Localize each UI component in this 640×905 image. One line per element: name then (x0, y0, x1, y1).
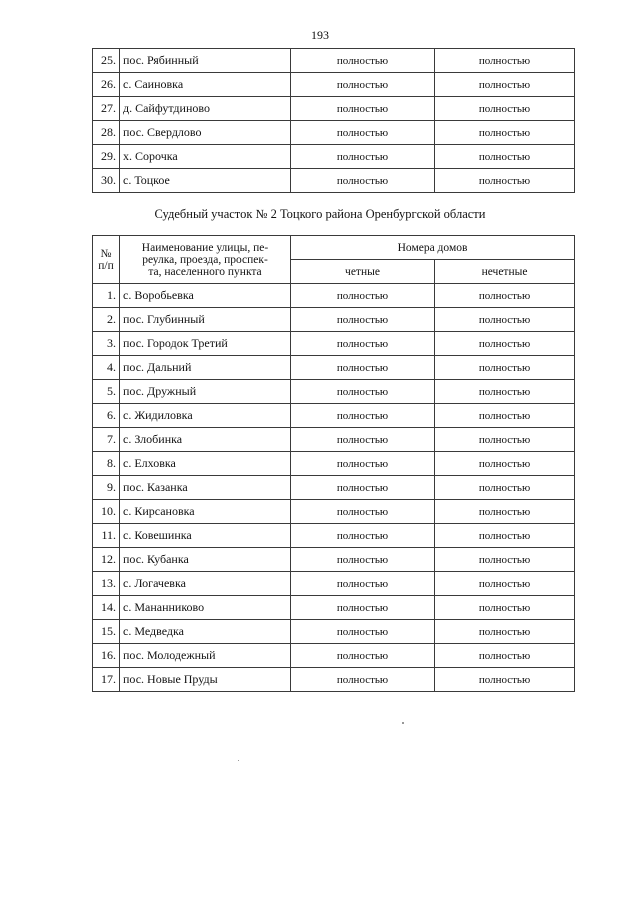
settlement-name-cell: пос. Молодежный (120, 644, 291, 668)
even-numbers-cell: полностью (291, 169, 435, 193)
settlement-name-cell: с. Логачевка (120, 572, 291, 596)
row-number-cell: 9. (93, 476, 120, 500)
settlement-name-cell: пос. Кубанка (120, 548, 291, 572)
odd-numbers-cell: полностью (435, 524, 575, 548)
table-row (93, 668, 575, 692)
settlement-name-cell: пос. Новые Пруды (120, 668, 291, 692)
table-row (93, 476, 575, 500)
odd-numbers-cell: полностью (435, 332, 575, 356)
odd-numbers-cell: полностью (435, 452, 575, 476)
table-row (93, 524, 575, 548)
table-row (93, 97, 575, 121)
even-numbers-cell: полностью (291, 404, 435, 428)
settlement-name-cell: х. Сорочка (120, 145, 291, 169)
table-row (93, 380, 575, 404)
table-row (93, 548, 575, 572)
odd-numbers-cell: полностью (435, 548, 575, 572)
settlement-name-cell: пос. Глубинный (120, 308, 291, 332)
settlement-name-cell: с. Жидиловка (120, 404, 291, 428)
header-name (120, 236, 291, 284)
even-numbers-cell: полностью (291, 668, 435, 692)
even-numbers-cell: полностью (291, 500, 435, 524)
odd-numbers-cell: полностью (435, 145, 575, 169)
settlement-name-cell: с. Воробьевка (120, 284, 291, 308)
row-number-cell: 29. (93, 145, 120, 169)
settlement-name-cell: пос. Дальний (120, 356, 291, 380)
odd-numbers-cell: полностью (435, 596, 575, 620)
settlement-name-cell: пос. Казанка (120, 476, 291, 500)
row-number-cell: 1. (93, 284, 120, 308)
odd-numbers-cell: полностью (435, 308, 575, 332)
even-numbers-cell: полностью (291, 145, 435, 169)
even-numbers-cell: полностью (291, 97, 435, 121)
section-caption: Судебный участок № 2 Тоцкого района Оренбургской области (154, 207, 486, 221)
row-number-cell: 26. (93, 73, 120, 97)
even-numbers-cell: полностью (291, 572, 435, 596)
odd-numbers-cell: полностью (435, 121, 575, 145)
page-number: 193 (311, 28, 329, 42)
header-number-line2: п/п (98, 259, 114, 272)
settlement-name-cell: пос. Городок Третий (120, 332, 291, 356)
row-number-cell: 16. (93, 644, 120, 668)
even-numbers-cell: полностью (291, 332, 435, 356)
even-numbers-cell: полностью (291, 452, 435, 476)
even-numbers-cell: полностью (291, 380, 435, 404)
odd-numbers-cell: полностью (435, 356, 575, 380)
even-numbers-cell: полностью (291, 596, 435, 620)
settlement-name-cell: с. Медведка (120, 620, 291, 644)
table2-header (93, 236, 575, 284)
table-row (93, 404, 575, 428)
header-even: четные (291, 260, 435, 284)
odd-numbers-cell: полностью (435, 49, 575, 73)
even-numbers-cell: полностью (291, 524, 435, 548)
header-house-numbers: Номера домов (291, 236, 575, 260)
even-numbers-cell: полностью (291, 49, 435, 73)
even-numbers-cell: полностью (291, 644, 435, 668)
table2-body (93, 284, 575, 692)
table-row (93, 169, 575, 193)
table-row (93, 332, 575, 356)
odd-numbers-cell: полностью (435, 476, 575, 500)
table-row (93, 49, 575, 73)
row-number-cell: 11. (93, 524, 120, 548)
even-numbers-cell: полностью (291, 308, 435, 332)
settlement-name-cell: пос. Свердлово (120, 121, 291, 145)
row-number-cell: 13. (93, 572, 120, 596)
row-number-cell: 6. (93, 404, 120, 428)
odd-numbers-cell: полностью (435, 572, 575, 596)
table-row (93, 644, 575, 668)
table-row (93, 284, 575, 308)
odd-numbers-cell: полностью (435, 620, 575, 644)
settlement-name-cell: с. Ковешинка (120, 524, 291, 548)
settlement-name-cell: с. Мананниково (120, 596, 291, 620)
table-row (93, 145, 575, 169)
header-number (93, 236, 120, 284)
row-number-cell: 27. (93, 97, 120, 121)
settlement-name-cell: с. Злобинка (120, 428, 291, 452)
header-number-line1: № (100, 247, 112, 260)
scan-speck (402, 722, 404, 724)
even-numbers-cell: полностью (291, 428, 435, 452)
even-numbers-cell: полностью (291, 620, 435, 644)
settlement-name-cell: с. Кирсановка (120, 500, 291, 524)
header-name-line3: та, населенного пункта (148, 265, 262, 278)
table1-body (93, 49, 575, 193)
row-number-cell: 25. (93, 49, 120, 73)
odd-numbers-cell: полностью (435, 644, 575, 668)
table-row (93, 356, 575, 380)
row-number-cell: 4. (93, 356, 120, 380)
row-number-cell: 3. (93, 332, 120, 356)
row-number-cell: 5. (93, 380, 120, 404)
odd-numbers-cell: полностью (435, 169, 575, 193)
even-numbers-cell: полностью (291, 73, 435, 97)
odd-numbers-cell: полностью (435, 73, 575, 97)
table-row (93, 596, 575, 620)
settlement-name-cell: с. Елховка (120, 452, 291, 476)
odd-numbers-cell: полностью (435, 284, 575, 308)
settlement-name-cell: с. Тоцкое (120, 169, 291, 193)
row-number-cell: 28. (93, 121, 120, 145)
table-row (93, 428, 575, 452)
table-row (93, 121, 575, 145)
row-number-cell: 2. (93, 308, 120, 332)
settlement-name-cell: пос. Дружный (120, 380, 291, 404)
row-number-cell: 14. (93, 596, 120, 620)
row-number-cell: 7. (93, 428, 120, 452)
settlement-name-cell: д. Сайфутдиново (120, 97, 291, 121)
odd-numbers-cell: полностью (435, 404, 575, 428)
even-numbers-cell: полностью (291, 284, 435, 308)
header-odd: нечетные (435, 260, 575, 284)
odd-numbers-cell: полностью (435, 668, 575, 692)
scan-speck (238, 760, 239, 761)
row-number-cell: 8. (93, 452, 120, 476)
row-number-cell: 30. (93, 169, 120, 193)
header-name-line2: реулка, проезда, проспек- (142, 253, 268, 266)
settlements-table-district-2 (92, 235, 575, 692)
even-numbers-cell: полностью (291, 548, 435, 572)
row-number-cell: 15. (93, 620, 120, 644)
odd-numbers-cell: полностью (435, 380, 575, 404)
even-numbers-cell: полностью (291, 356, 435, 380)
settlements-table-continued (92, 48, 575, 193)
settlement-name-cell: пос. Рябинный (120, 49, 291, 73)
row-number-cell: 12. (93, 548, 120, 572)
header-name-line1: Наименование улицы, пе- (141, 241, 269, 254)
odd-numbers-cell: полностью (435, 500, 575, 524)
odd-numbers-cell: полностью (435, 97, 575, 121)
table-row (93, 572, 575, 596)
odd-numbers-cell: полностью (435, 428, 575, 452)
table-row (93, 73, 575, 97)
table-row (93, 452, 575, 476)
settlement-name-cell: с. Саиновка (120, 73, 291, 97)
row-number-cell: 10. (93, 500, 120, 524)
table-row (93, 308, 575, 332)
even-numbers-cell: полностью (291, 121, 435, 145)
table-row (93, 620, 575, 644)
row-number-cell: 17. (93, 668, 120, 692)
even-numbers-cell: полностью (291, 476, 435, 500)
table-row (93, 500, 575, 524)
